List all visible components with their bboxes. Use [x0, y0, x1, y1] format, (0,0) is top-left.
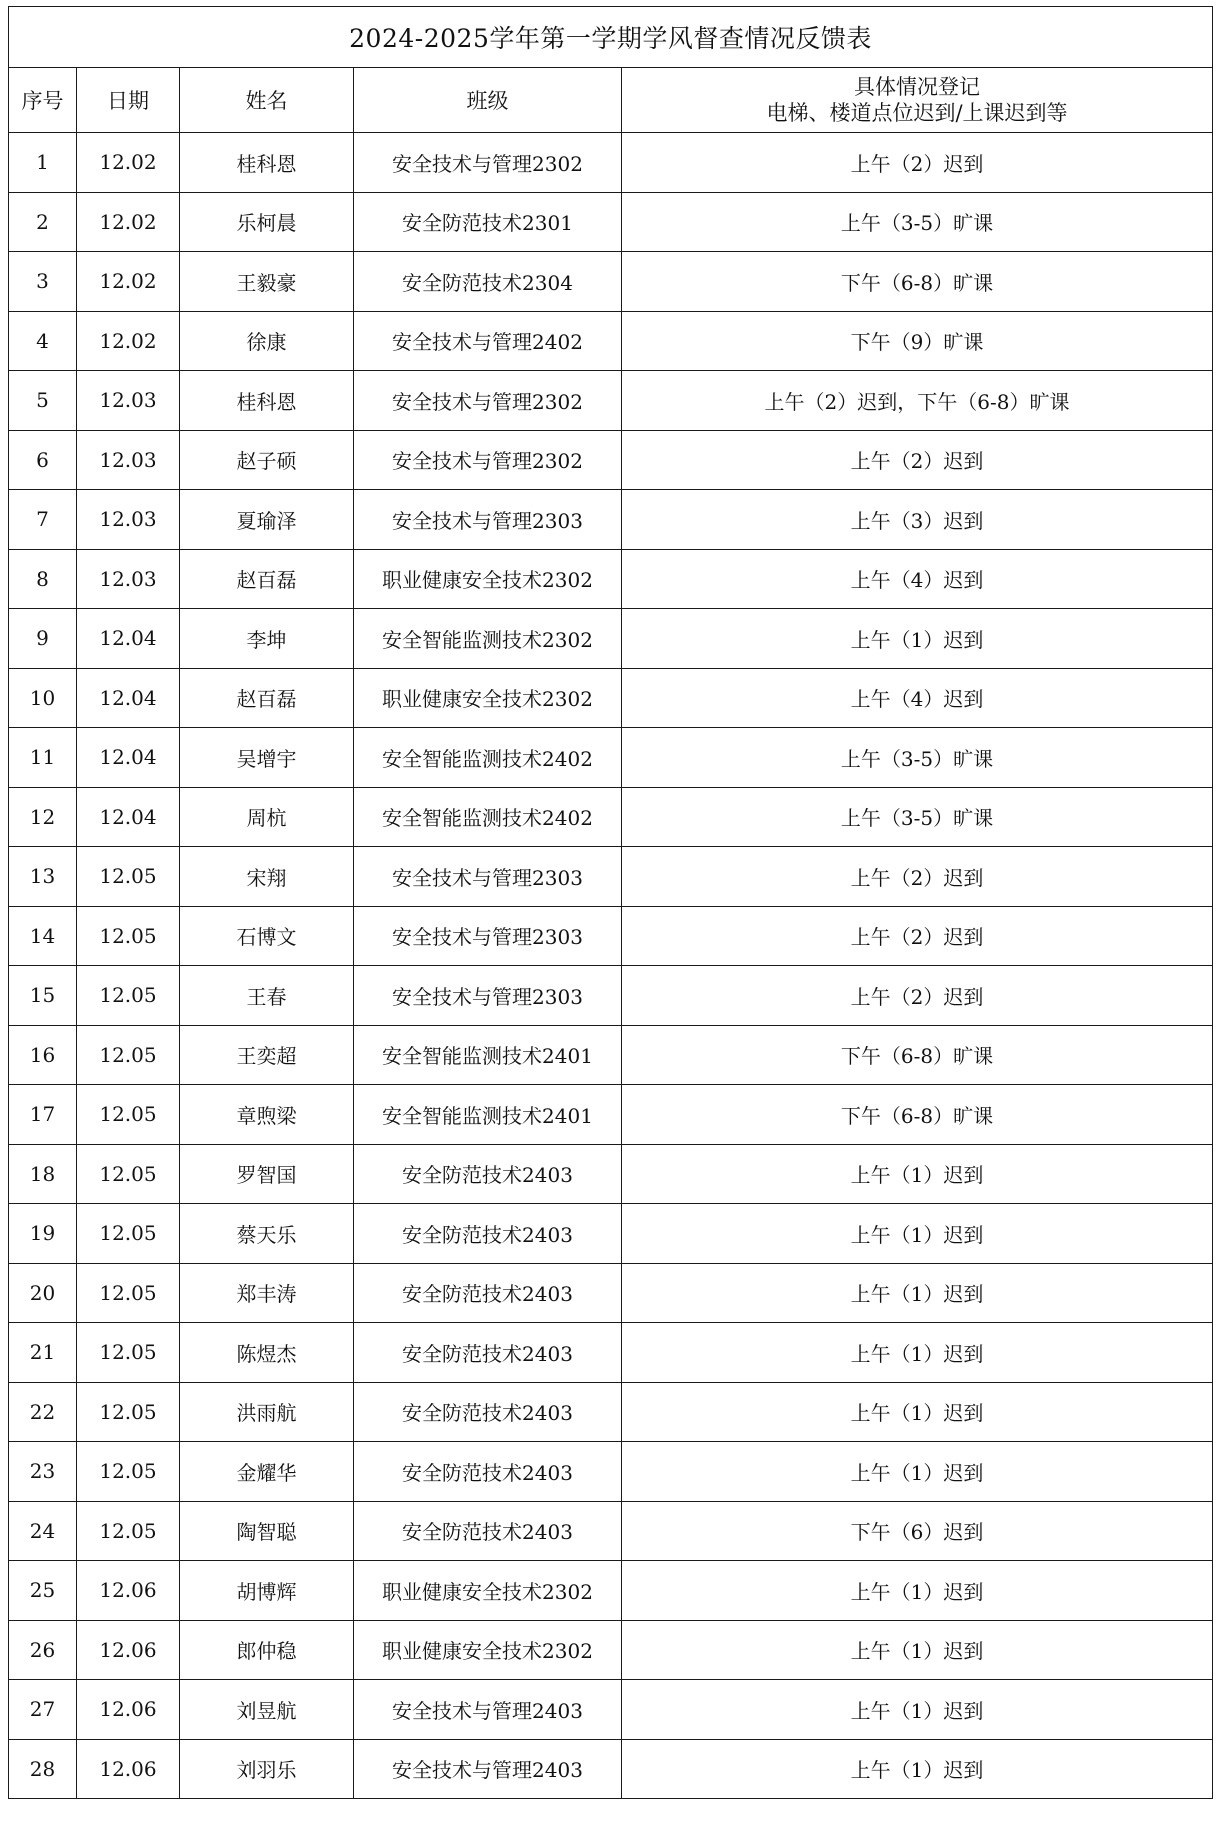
cell-detail: 上午（1）迟到	[622, 1323, 1213, 1383]
cell-class: 安全防范技术2304	[354, 252, 622, 312]
cell-detail: 下午（6-8）旷课	[622, 252, 1213, 312]
cell-seq: 2	[9, 192, 77, 252]
cell-name: 石博文	[180, 906, 354, 966]
cell-class: 职业健康安全技术2302	[354, 1620, 622, 1680]
table-row	[9, 1561, 1213, 1621]
table-row	[9, 1144, 1213, 1204]
cell-detail: 上午（1）迟到	[622, 1561, 1213, 1621]
cell-detail: 上午（3-5）旷课	[622, 787, 1213, 847]
cell-date: 12.02	[77, 192, 180, 252]
cell-seq: 8	[9, 549, 77, 609]
header-detail-line2: 电梯、楼道点位迟到/上课迟到等	[766, 101, 1068, 125]
table-row	[9, 549, 1213, 609]
cell-name: 宋翔	[180, 847, 354, 907]
table-row	[9, 1085, 1213, 1145]
cell-seq: 10	[9, 668, 77, 728]
cell-class: 安全技术与管理2302	[354, 133, 622, 193]
cell-date: 12.05	[77, 1263, 180, 1323]
cell-name: 胡博辉	[180, 1561, 354, 1621]
cell-seq: 1	[9, 133, 77, 193]
cell-date: 12.05	[77, 1442, 180, 1502]
cell-detail: 上午（1）迟到	[622, 1263, 1213, 1323]
cell-name: 郎仲稳	[180, 1620, 354, 1680]
cell-seq: 18	[9, 1144, 77, 1204]
cell-seq: 15	[9, 966, 77, 1026]
cell-seq: 9	[9, 609, 77, 669]
header-seq: 序号	[9, 68, 77, 133]
table-row	[9, 906, 1213, 966]
cell-name: 吴增宇	[180, 728, 354, 788]
cell-seq: 13	[9, 847, 77, 907]
cell-seq: 3	[9, 252, 77, 312]
cell-detail: 下午（6-8）旷课	[622, 1085, 1213, 1145]
cell-detail: 上午（1）迟到	[622, 1739, 1213, 1799]
cell-date: 12.03	[77, 371, 180, 431]
cell-class: 安全防范技术2301	[354, 192, 622, 252]
header-detail-line1: 具体情况登记	[854, 75, 981, 99]
cell-date: 12.06	[77, 1561, 180, 1621]
cell-class: 安全智能监测技术2402	[354, 787, 622, 847]
table-row	[9, 1680, 1213, 1740]
cell-date: 12.04	[77, 668, 180, 728]
cell-date: 12.06	[77, 1680, 180, 1740]
cell-date: 12.05	[77, 1382, 180, 1442]
cell-class: 安全防范技术2403	[354, 1323, 622, 1383]
table-row	[9, 1025, 1213, 1085]
cell-seq: 28	[9, 1739, 77, 1799]
cell-name: 刘羽乐	[180, 1739, 354, 1799]
cell-seq: 16	[9, 1025, 77, 1085]
cell-name: 乐柯晨	[180, 192, 354, 252]
cell-date: 12.02	[77, 252, 180, 312]
table-row	[9, 1204, 1213, 1264]
cell-detail: 上午（3-5）旷课	[622, 192, 1213, 252]
cell-seq: 19	[9, 1204, 77, 1264]
cell-seq: 23	[9, 1442, 77, 1502]
table-row	[9, 1501, 1213, 1561]
cell-detail: 上午（1）迟到	[622, 609, 1213, 669]
cell-class: 安全防范技术2403	[354, 1204, 622, 1264]
cell-detail: 上午（3）迟到	[622, 490, 1213, 550]
cell-name: 桂科恩	[180, 371, 354, 431]
cell-seq: 12	[9, 787, 77, 847]
cell-name: 夏瑜泽	[180, 490, 354, 550]
cell-detail: 下午（6-8）旷课	[622, 1025, 1213, 1085]
cell-name: 李坤	[180, 609, 354, 669]
cell-detail: 上午（4）迟到	[622, 549, 1213, 609]
table-row	[9, 668, 1213, 728]
cell-class: 安全防范技术2403	[354, 1382, 622, 1442]
cell-detail: 上午（2）迟到，下午（6-8）旷课	[622, 371, 1213, 431]
cell-class: 安全智能监测技术2401	[354, 1085, 622, 1145]
cell-class: 安全技术与管理2303	[354, 966, 622, 1026]
table-row	[9, 490, 1213, 550]
table-row	[9, 133, 1213, 193]
cell-seq: 4	[9, 311, 77, 371]
table-row	[9, 1620, 1213, 1680]
cell-date: 12.05	[77, 966, 180, 1026]
table-row	[9, 252, 1213, 312]
cell-name: 金耀华	[180, 1442, 354, 1502]
cell-detail: 下午（9）旷课	[622, 311, 1213, 371]
cell-detail: 上午（1）迟到	[622, 1442, 1213, 1502]
cell-date: 12.05	[77, 906, 180, 966]
table-body	[9, 133, 1213, 1799]
cell-seq: 5	[9, 371, 77, 431]
cell-detail: 上午（1）迟到	[622, 1382, 1213, 1442]
cell-seq: 11	[9, 728, 77, 788]
cell-class: 职业健康安全技术2302	[354, 1561, 622, 1621]
cell-date: 12.06	[77, 1739, 180, 1799]
cell-class: 安全技术与管理2303	[354, 847, 622, 907]
cell-date: 12.05	[77, 1204, 180, 1264]
cell-date: 12.04	[77, 787, 180, 847]
cell-class: 安全防范技术2403	[354, 1263, 622, 1323]
cell-name: 陶智聪	[180, 1501, 354, 1561]
cell-name: 赵百磊	[180, 668, 354, 728]
cell-name: 周杭	[180, 787, 354, 847]
cell-date: 12.05	[77, 1501, 180, 1561]
cell-class: 安全技术与管理2402	[354, 311, 622, 371]
table-row	[9, 371, 1213, 431]
cell-date: 12.05	[77, 1025, 180, 1085]
table-row	[9, 1382, 1213, 1442]
cell-detail: 上午（1）迟到	[622, 1680, 1213, 1740]
cell-name: 王毅豪	[180, 252, 354, 312]
cell-date: 12.03	[77, 490, 180, 550]
cell-name: 刘昱航	[180, 1680, 354, 1740]
table-row	[9, 966, 1213, 1026]
header-name: 姓名	[180, 68, 354, 133]
cell-class: 安全技术与管理2302	[354, 371, 622, 431]
cell-detail: 上午（3-5）旷课	[622, 728, 1213, 788]
feedback-sheet	[8, 6, 1213, 1799]
table-row	[9, 1263, 1213, 1323]
cell-date: 12.03	[77, 430, 180, 490]
cell-name: 章煦梁	[180, 1085, 354, 1145]
cell-detail: 上午（2）迟到	[622, 847, 1213, 907]
cell-class: 安全技术与管理2403	[354, 1739, 622, 1799]
cell-seq: 20	[9, 1263, 77, 1323]
header-date: 日期	[77, 68, 180, 133]
cell-class: 安全技术与管理2303	[354, 490, 622, 550]
cell-date: 12.06	[77, 1620, 180, 1680]
header-class: 班级	[354, 68, 622, 133]
cell-class: 安全技术与管理2302	[354, 430, 622, 490]
cell-seq: 7	[9, 490, 77, 550]
table-row	[9, 311, 1213, 371]
cell-date: 12.05	[77, 1085, 180, 1145]
title-row	[9, 7, 1213, 68]
cell-detail: 上午（1）迟到	[622, 1620, 1213, 1680]
cell-name: 蔡天乐	[180, 1204, 354, 1264]
feedback-table	[8, 6, 1213, 1799]
cell-name: 赵子硕	[180, 430, 354, 490]
table-title: 2024-2025学年第一学期学风督查情况反馈表	[9, 7, 1213, 68]
table-row	[9, 847, 1213, 907]
cell-detail: 下午（6）迟到	[622, 1501, 1213, 1561]
table-row	[9, 728, 1213, 788]
cell-seq: 17	[9, 1085, 77, 1145]
cell-name: 王春	[180, 966, 354, 1026]
cell-name: 桂科恩	[180, 133, 354, 193]
table-row	[9, 1323, 1213, 1383]
cell-class: 安全智能监测技术2302	[354, 609, 622, 669]
table-row	[9, 787, 1213, 847]
table-row	[9, 430, 1213, 490]
cell-class: 安全智能监测技术2402	[354, 728, 622, 788]
cell-detail: 上午（2）迟到	[622, 430, 1213, 490]
cell-class: 安全智能监测技术2401	[354, 1025, 622, 1085]
cell-date: 12.04	[77, 609, 180, 669]
cell-class: 安全技术与管理2303	[354, 906, 622, 966]
cell-name: 罗智国	[180, 1144, 354, 1204]
cell-class: 安全防范技术2403	[354, 1144, 622, 1204]
cell-date: 12.05	[77, 1323, 180, 1383]
cell-name: 郑丰涛	[180, 1263, 354, 1323]
cell-detail: 上午（2）迟到	[622, 906, 1213, 966]
cell-class: 职业健康安全技术2302	[354, 549, 622, 609]
cell-date: 12.05	[77, 1144, 180, 1204]
header-row	[9, 68, 1213, 133]
cell-class: 安全技术与管理2403	[354, 1680, 622, 1740]
cell-name: 洪雨航	[180, 1382, 354, 1442]
cell-seq: 26	[9, 1620, 77, 1680]
cell-seq: 27	[9, 1680, 77, 1740]
cell-name: 陈煜杰	[180, 1323, 354, 1383]
table-row	[9, 192, 1213, 252]
cell-class: 安全防范技术2403	[354, 1501, 622, 1561]
cell-detail: 上午（2）迟到	[622, 133, 1213, 193]
cell-date: 12.02	[77, 133, 180, 193]
cell-seq: 24	[9, 1501, 77, 1561]
cell-seq: 22	[9, 1382, 77, 1442]
table-row	[9, 1442, 1213, 1502]
cell-seq: 14	[9, 906, 77, 966]
cell-detail: 上午（1）迟到	[622, 1204, 1213, 1264]
cell-seq: 6	[9, 430, 77, 490]
cell-detail: 上午（4）迟到	[622, 668, 1213, 728]
cell-seq: 21	[9, 1323, 77, 1383]
cell-name: 赵百磊	[180, 549, 354, 609]
table-row	[9, 609, 1213, 669]
cell-date: 12.02	[77, 311, 180, 371]
cell-seq: 25	[9, 1561, 77, 1621]
header-detail	[622, 68, 1213, 133]
cell-class: 职业健康安全技术2302	[354, 668, 622, 728]
cell-detail: 上午（2）迟到	[622, 966, 1213, 1026]
table-row	[9, 1739, 1213, 1799]
cell-date: 12.05	[77, 847, 180, 907]
cell-date: 12.03	[77, 549, 180, 609]
cell-name: 徐康	[180, 311, 354, 371]
cell-class: 安全防范技术2403	[354, 1442, 622, 1502]
cell-detail: 上午（1）迟到	[622, 1144, 1213, 1204]
cell-name: 王奕超	[180, 1025, 354, 1085]
cell-date: 12.04	[77, 728, 180, 788]
